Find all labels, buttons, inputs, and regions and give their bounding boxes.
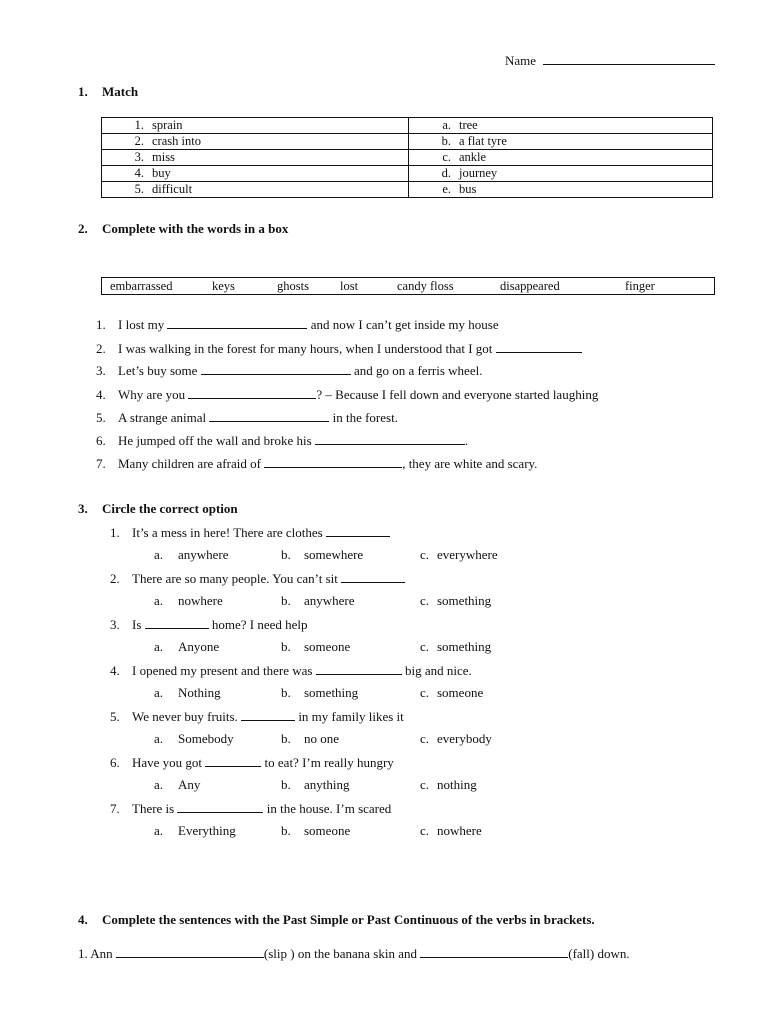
match-row — [102, 150, 713, 166]
answer-blank[interactable] — [316, 662, 402, 675]
choice-question: 2. There are so many people. You can’t sit — [110, 570, 405, 587]
choice-question: 4. I opened my present and there was big and nice. — [110, 663, 472, 678]
match-right-cell: d. journey — [409, 166, 713, 182]
answer-option[interactable]: b. somewhere — [281, 547, 364, 562]
answer-blank[interactable] — [341, 570, 405, 583]
section-4-heading: 4. Complete the sentences with the Past Simple or Past Continuous of the verbs in brackets. — [78, 912, 595, 927]
fill-sentence: 5. A strange animal in the forest. — [96, 410, 398, 425]
answer-blank[interactable] — [167, 316, 307, 329]
section-1-heading: 1. Match — [78, 84, 139, 99]
match-left-cell: 4. buy — [102, 166, 409, 182]
answer-option[interactable]: c. something — [420, 593, 492, 608]
answer-blank[interactable] — [315, 432, 465, 445]
answer-option[interactable]: b. someone — [281, 639, 351, 654]
answer-blank[interactable] — [209, 409, 329, 422]
match-left-cell: 1. sprain — [102, 118, 409, 134]
answer-option[interactable]: c. everywhere — [420, 547, 498, 562]
match-row — [102, 118, 713, 134]
match-left-cell: 2. crash into — [102, 134, 409, 150]
answer-blank[interactable] — [188, 386, 316, 399]
match-row — [102, 134, 713, 150]
fill-sentence: 7. Many children are afraid of , they are white and scary. — [96, 456, 538, 471]
section-2-heading: 2. Complete with the words in a box — [78, 221, 289, 236]
word-box-item: lost — [340, 279, 359, 293]
choice-question: 6. Have you got to eat? I’m really hungry — [110, 755, 394, 770]
match-left-cell: 3. miss — [102, 150, 409, 166]
answer-blank[interactable] — [241, 708, 295, 721]
fill-sentence: 1. I lost my and now I can’t get inside my house — [96, 317, 499, 332]
match-right-cell: a. tree — [409, 118, 713, 134]
answer-blank[interactable] — [145, 616, 209, 629]
choice-question: 5. We never buy fruits. in my family likes it — [110, 709, 404, 724]
answer-blank[interactable] — [205, 754, 261, 767]
match-row — [102, 166, 713, 182]
match-right-cell: e. bus — [409, 182, 713, 198]
answer-blank[interactable] — [116, 945, 264, 958]
match-row — [102, 182, 713, 198]
answer-option[interactable]: c. everybody — [420, 731, 492, 746]
word-box — [101, 277, 715, 295]
name-blank[interactable] — [543, 52, 715, 65]
word-box-item: finger — [625, 279, 655, 293]
answer-option[interactable]: b. anything — [281, 777, 350, 792]
answer-option[interactable]: a. Any — [154, 777, 201, 792]
section-3-heading: 3. Circle the correct option — [78, 501, 238, 516]
word-box-item: ghosts — [277, 279, 309, 293]
answer-blank[interactable] — [201, 362, 351, 375]
fill-sentence: 6. He jumped off the wall and broke his . — [96, 433, 469, 448]
fill-sentence: 3. Let’s buy some and go on a ferris wheel. — [96, 363, 483, 378]
answer-option[interactable]: a. Somebody — [154, 731, 234, 746]
match-right-cell: c. ankle — [409, 150, 713, 166]
answer-option[interactable]: c. something — [420, 639, 492, 654]
answer-blank[interactable] — [326, 524, 390, 537]
match-right-cell: b. a flat tyre — [409, 134, 713, 150]
answer-option[interactable]: a. Nothing — [154, 685, 221, 700]
section-4-sentence-1: 1. Ann (slip ) on the banana skin and (fall) down. — [78, 946, 630, 961]
name-label: Name — [505, 53, 537, 68]
answer-blank[interactable] — [177, 800, 263, 813]
answer-blank[interactable] — [496, 340, 582, 353]
answer-option[interactable]: a. Everything — [154, 823, 236, 838]
word-box-item: keys — [212, 279, 235, 293]
answer-option[interactable]: a. nowhere — [154, 593, 223, 608]
word-box-item: candy floss — [397, 279, 454, 293]
word-box-item: embarrassed — [110, 279, 173, 293]
match-table — [101, 117, 713, 198]
match-left-cell: 5. difficult — [102, 182, 409, 198]
answer-option[interactable]: b. someone — [281, 823, 351, 838]
name-field[interactable] — [505, 52, 715, 69]
answer-option[interactable]: b. anywhere — [281, 593, 355, 608]
choice-question: 7. There is in the house. I’m scared — [110, 801, 392, 816]
word-box-item: disappeared — [500, 279, 560, 293]
fill-sentence: 2. I was walking in the forest for many hours, when I understood that I got — [96, 340, 582, 357]
answer-option[interactable]: a. anywhere — [154, 547, 229, 562]
answer-option[interactable]: c. nothing — [420, 777, 477, 792]
answer-blank[interactable] — [264, 455, 402, 468]
answer-option[interactable]: a. Anyone — [154, 639, 220, 654]
answer-option[interactable]: c. nowhere — [420, 823, 482, 838]
answer-option[interactable]: b. something — [281, 685, 359, 700]
answer-blank[interactable] — [420, 945, 568, 958]
answer-option[interactable]: c. someone — [420, 685, 484, 700]
fill-sentence: 4. Why are you ? – Because I fell down and everyone started laughing — [96, 387, 599, 402]
answer-option[interactable]: b. no one — [281, 731, 340, 746]
choice-question: 3. Is home? I need help — [110, 617, 308, 632]
choice-question: 1. It’s a mess in here! There are clothes — [110, 524, 390, 541]
